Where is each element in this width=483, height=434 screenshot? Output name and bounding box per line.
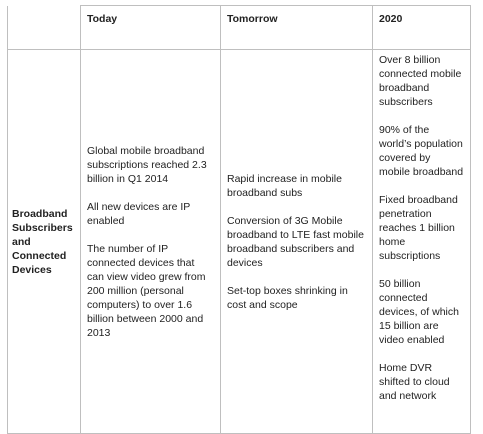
header-cell-empty [8,6,81,50]
today-item: The number of IP connected devices that can view video grew from 200 million (personal computers) to over 1.6 billion between 2000 and 2013 [87,242,206,339]
header-cell-today: Today [81,6,221,50]
y2020-item: Home DVR shifted to cloud and network [379,362,450,402]
header-cell-2020: 2020 [373,6,471,50]
y2020-item: Fixed broadband penetration reaches 1 billion home subscriptions [379,194,458,262]
y2020-item: Over 8 billion connected mobile broadband subscribers [379,54,462,108]
tomorrow-item: Set-top boxes shrinking in cost and scope [227,284,348,311]
table-row [8,50,471,434]
header-cell-tomorrow: Tomorrow [221,6,373,50]
header-row [8,6,471,50]
cell-tomorrow [221,50,373,434]
row-label: Broadband Subscribers and Connected Devices [8,50,81,434]
cell-2020 [373,50,471,434]
y2020-item: 90% of the world’s population covered by mobile broadband [379,124,464,178]
y2020-item: 50 billion connected devices, of which 15 billion are video enabled [379,278,459,346]
tomorrow-item: Conversion of 3G Mobile broadband to LTE fast mobile broadband subscribers and devices [227,214,364,269]
comparison-table [7,5,471,434]
today-item: All new devices are IP enabled [87,200,191,227]
today-item: Global mobile broadband subscriptions reached 2.3 billion in Q1 2014 [87,144,207,185]
tomorrow-item: Rapid increase in mobile broadband subs [227,172,342,199]
cell-today [81,50,221,434]
